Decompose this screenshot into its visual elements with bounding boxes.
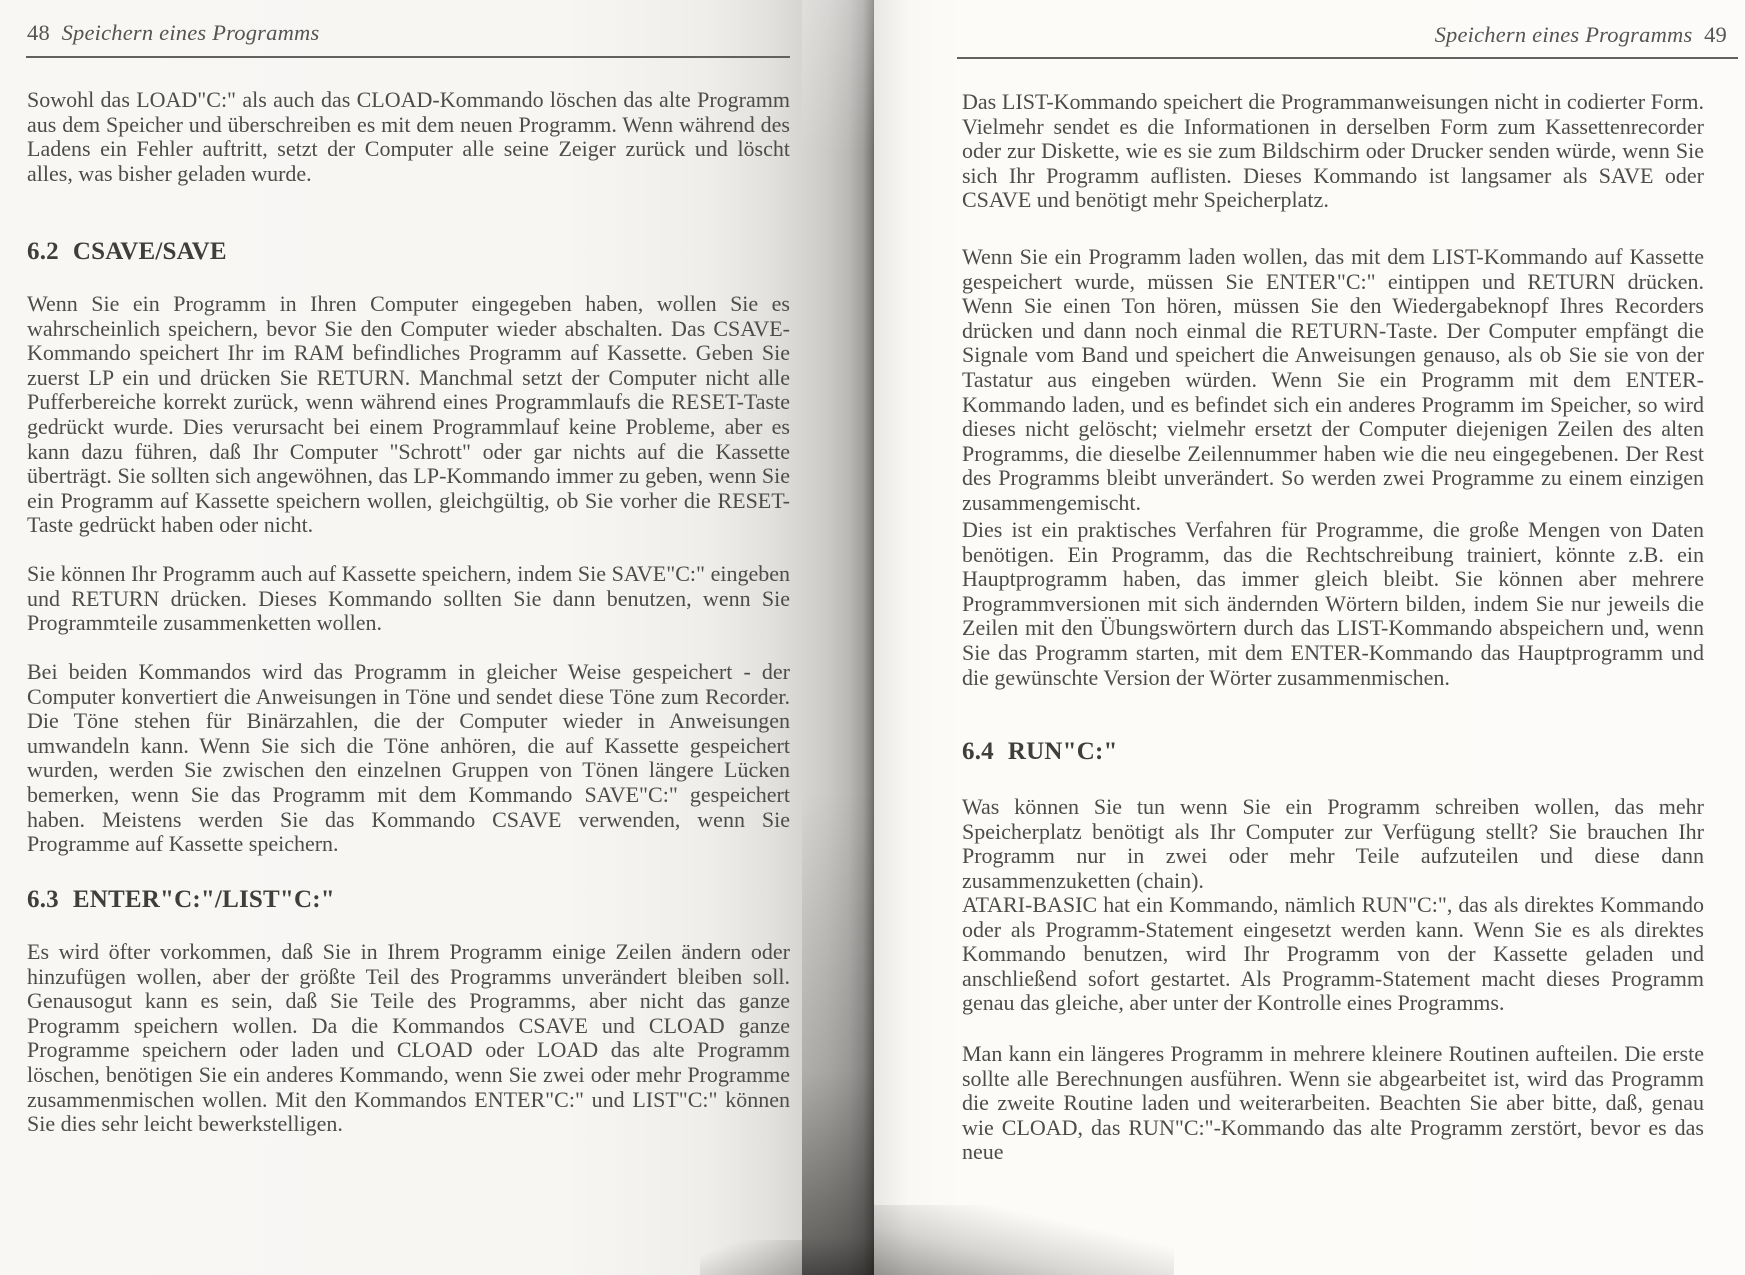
section-number: 6.3 — [27, 886, 59, 913]
paragraph-run-c-1: Was können Sie tun wenn Sie ein Programm schreiben wollen, das mehr Speicherplatz benötigt als Ihr Computer zur Verfügung stellt? Sie brauchen Ihr Programm nur in zwei oder mehr Teile aufzuteilen und diese dann zusammenzuketten (chain). — [962, 794, 1704, 893]
left-running-title: Speichern eines Programms — [61, 20, 320, 45]
paragraph-csave-save-1: Wenn Sie ein Programm in Ihren Computer eingegeben haben, wollen Sie es wahrscheinlich speichern, bevor Sie den Computer wieder abschalten. Das CSAVE-Kommando speichert Ihr im RAM befindliches Programm auf Kassette. Geben Sie zuerst LP ein und drücken Sie RETURN. Manchmal setzt der Computer nicht alle Pufferbereiche korrekt zurück, wenn während eines Programmlaufs die RESET-Taste gedrückt wurde. Dies verursacht bei einem Programmlauf keine Probleme, aber es kann dazu führen, daß Ihr Computer "Schrott" oder gar nichts auf die Kassette überträgt. Sie sollten sich angewöhnen, das LP-Kommando immer zu geben, wenn Sie ein Programm auf Kassette speichern wollen, gleichgültig, ob Sie vorher die RESET-Taste gedrückt haben oder nicht. — [27, 291, 790, 538]
paragraph-list-kommando-1: Das LIST-Kommando speichert die Programmanweisungen nicht in codierter Form. Vielmehr sendet es die Informationen in derselben Form zum Kassettenrecorder oder zur Diskette, wie es sie zum Bildschirm oder Drucker senden würde, wenn Sie sich Ihr Programm auflisten. Dieses Kommando ist langsamer als SAVE oder CSAVE und benötigt mehr Speicherplatz. — [962, 89, 1704, 213]
section-heading-6-2 — [27, 238, 227, 266]
right-header-rule — [957, 57, 1738, 59]
paragraph-csave-save-2: Sie können Ihr Programm auch auf Kassette speichern, indem Sie SAVE"C:" eingeben und RETURN drücken. Dieses Kommando sollten Sie dann benutzen, wenn Sie Programmteile zusammenketten wollen. — [27, 561, 790, 636]
section-title: ENTER"C:"/LIST"C:" — [72, 886, 335, 913]
right-running-head — [957, 22, 1727, 48]
book-gutter — [802, 0, 874, 1275]
left-running-head — [27, 20, 319, 46]
paragraph-load-cload: Sowohl das LOAD"C:" als auch das CLOAD-Kommando löschen das alte Programm aus dem Speicher und überschreiben es mit dem neuen Programm. Wenn während des Ladens ein Fehler auftritt, setzt der Computer alle seine Zeiger zurück und löscht alles, was bisher geladen wurde. — [27, 87, 790, 186]
left-header-rule — [26, 56, 790, 58]
section-number: 6.2 — [27, 238, 59, 265]
paragraph-list-kommando-2: Wenn Sie ein Programm laden wollen, das mit dem LIST-Kommando auf Kassette gespeichert wurde, müssen Sie ENTER"C:" eintippen und RETURN drücken. Wenn Sie einen Ton hören, müssen Sie den Wiedergabeknopf Ihres Recorders drücken und dann noch einmal die RETURN-Taste. Der Computer empfängt die Signale vom Band und speichert die Anweisungen genauso, als ob Sie sie von der Tastatur aus eingeben würden. Wenn Sie ein Programm mit dem ENTER-Kommando laden, und es befindet sich ein anderes Programm im Speicher, so wird dieses nicht gelöscht; vielmehr ersetzt der Computer diejenigen Zeilen des alten Programms, die dieselbe Zeilennummer haben wie die neu eingegebenen. Der Rest des Programms bleibt unverändert. So werden zwei Programme zu einem einzigen zusammengemischt. — [962, 244, 1704, 515]
section-title: CSAVE/SAVE — [72, 238, 227, 265]
paragraph-run-c-2: ATARI-BASIC hat ein Kommando, nämlich RUN"C:", das als direktes Kommando oder als Programm-Statement eingesetzt werden kann. Wenn Sie es als direktes Kommando benutzen, wird Ihr Programm von der Kassette geladen und anschließend sofort gestartet. Als Programm-Statement macht dieses Programm genau das gleiche, aber unter der Kontrolle eines Programms. — [962, 892, 1704, 1016]
section-title: RUN"C:" — [1007, 738, 1118, 765]
right-running-title: Speichern eines Programms — [1434, 22, 1693, 47]
section-heading-6-4 — [962, 738, 1118, 766]
section-heading-6-3 — [27, 886, 335, 914]
right-page-number: 49 — [1704, 22, 1727, 47]
paragraph-list-kommando-3: Dies ist ein praktisches Verfahren für Programme, die große Mengen von Daten benötigen. Ein Programm, das die Rechtschreibung trainiert, könnte z.B. ein Hauptprogramm haben, das immer gleich bleibt. Sie können aber mehrere Programmversionen mit sich ändernden Wörtern bilden, indem Sie nur jeweils die Zeilen mit den Übungswörtern durch das LIST-Kommando abspeichern und, wenn Sie das Programm starten, mit dem ENTER-Kommando das Hauptprogramm und die gewünschte Version der Wörter zusammenmischen. — [962, 517, 1704, 690]
paragraph-enter-list: Es wird öfter vorkommen, daß Sie in Ihrem Programm einige Zeilen ändern oder hinzufügen wollen, aber der größte Teil des Programms unverändert bleiben soll. Genausogut kann es sein, daß Sie Teile des Programms, aber nicht das ganze Programm speichern wollen. Da die Kommandos CSAVE und CLOAD ganze Programme speichern oder laden und CLOAD oder LOAD das alte Programm löschen, benötigen Sie ein anderes Kommando, wenn Sie zwei oder mehr Programme zusammenmischen wollen. Mit den Kommandos ENTER"C:" und LIST"C:" können Sie dies sehr leicht bewerkstelligen. — [27, 939, 790, 1137]
paragraph-csave-save-3: Bei beiden Kommandos wird das Programm in gleicher Weise gespeichert - der Computer konvertiert die Anweisungen in Töne und sendet diese Töne zum Recorder. Die Töne stehen für Binärzahlen, die der Computer wieder in Anweisungen umwandeln kann. Wenn Sie sich die Töne anhören, die auf Kassette gespeichert wurden, werden Sie zwischen den einzelnen Gruppen von Tönen längere Lücken bemerken, wenn Sie das Programm mit dem Kommando SAVE"C:" gespeichert haben. Meistens werden Sie das Kommando CSAVE verwenden, wenn Sie Programme auf Kassette speichern. — [27, 659, 790, 857]
section-number: 6.4 — [962, 738, 994, 765]
left-page-number: 48 — [27, 20, 50, 45]
paragraph-run-c-3: Man kann ein längeres Programm in mehrere kleinere Routinen aufteilen. Die erste sollte alle Berechnungen ausführen. Wenn sie abgearbeitet ist, wird das Programm die zweite Routine laden und weiterarbeiten. Beachten Sie aber bitte, daß, genau wie CLOAD, das RUN"C:"-Kommando das alte Programm zerstört, bevor es das neue — [962, 1041, 1704, 1165]
